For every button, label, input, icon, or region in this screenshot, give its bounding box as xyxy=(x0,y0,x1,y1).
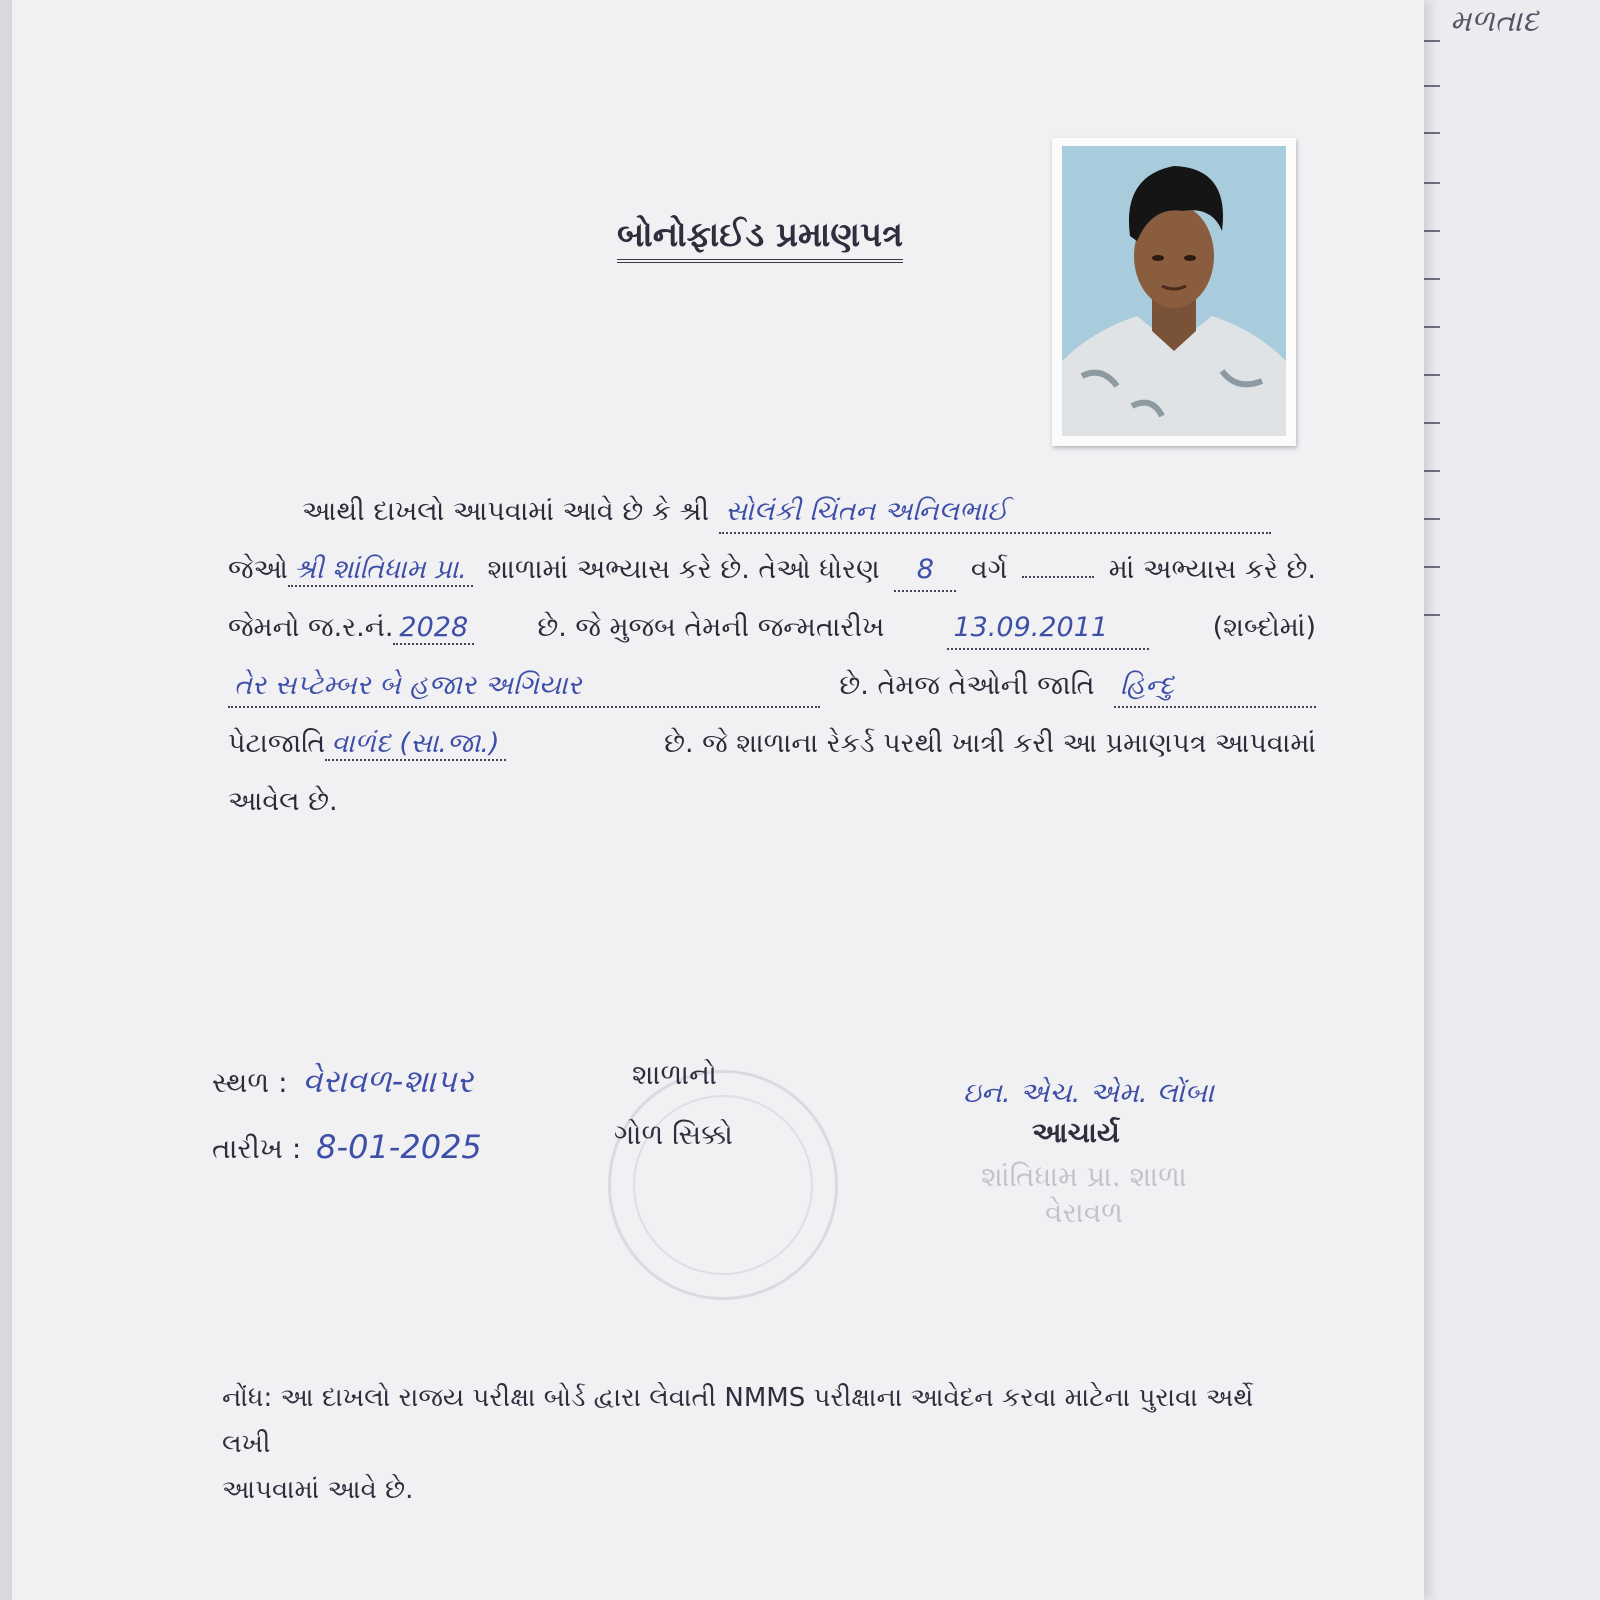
date-label: તારીખ : xyxy=(212,1132,302,1165)
line4-mid: છે. તેમજ તેઓની જાતિ xyxy=(839,670,1095,701)
student-photo xyxy=(1052,138,1296,446)
date-value: 8-01-2025 xyxy=(316,1128,482,1166)
line2-suffix: માં અભ્યાસ કરે છે. xyxy=(1108,554,1316,585)
standard-field: 8 xyxy=(894,550,956,592)
body-line-3 xyxy=(228,608,1316,650)
round-seal-impression xyxy=(608,1070,838,1300)
line5-suffix: છે. જે શાળાના રેકર્ડ પરથી ખાત્રી કરી આ પ્રમાણપત્ર આપવામાં xyxy=(664,728,1316,759)
line3-suffix: (શબ્દોમાં) xyxy=(1212,612,1316,643)
principal-signature: ઇન. એચ. એમ. લોંબા xyxy=(963,1076,1215,1109)
body-line-6 xyxy=(228,782,1316,822)
line3-mid: છે. જે મુજબ તેમની જન્મતારીખ xyxy=(537,612,885,643)
student-name-field: સોલંકી ચિંતન અનિલભાઈ xyxy=(719,492,1271,534)
school-stamp-line-2: વેરાવળ xyxy=(1044,1196,1124,1229)
school-name-field: શ્રી શાંતિધામ પ્રા. xyxy=(288,554,473,587)
caste-field: હિન્દુ xyxy=(1114,666,1316,708)
line2-prefix: જેઓ xyxy=(228,554,288,585)
body-line-5 xyxy=(228,724,1316,764)
line5-prefix: પેટાજાતિ xyxy=(228,728,326,759)
gr-number-field: 2028 xyxy=(393,612,474,645)
line1-prefix: આથી દાખલો આપવામાં આવે છે કે શ્રી xyxy=(302,496,710,527)
certificate-page xyxy=(12,0,1424,1600)
line6-text: આવેલ છે. xyxy=(228,786,338,817)
footnote xyxy=(222,1375,1262,1513)
line2-mid: શાળામાં અભ્યાસ કરે છે. તેઓ ધોરણ xyxy=(487,554,880,585)
line3-prefix: જેમનો જ.ર.નં. xyxy=(228,612,394,643)
underlying-page-note: મળતાદ xyxy=(1450,4,1539,39)
principal-label: આચાર્ય xyxy=(1032,1116,1120,1149)
class-field xyxy=(1022,576,1094,578)
student-photo-icon xyxy=(1062,146,1286,436)
birth-date-field: 13.09.2011 xyxy=(947,608,1149,650)
footnote-line-2: આપવામાં આવે છે. xyxy=(222,1475,414,1505)
school-stamp-line-1: શાંતિધામ પ્રા. શાળા xyxy=(981,1160,1187,1193)
footnote-line-1: નોંધ: આ દાખલો રાજય પરીક્ષા બોર્ડ દ્વારા લેવાતી NMMS પરીક્ષાના આવેદન કરવા માટેના પુરાવા અર્થે લખી xyxy=(222,1383,1254,1459)
body-line-1 xyxy=(302,492,1316,534)
seal-label-2: ગોળ સિક્કો xyxy=(614,1118,733,1151)
birth-date-words-field: તેર સપ્ટેમ્બર બે હજાર અગિયાર xyxy=(228,666,820,708)
body-line-2 xyxy=(228,550,1316,592)
line2-class-label: વર્ગ xyxy=(970,554,1008,585)
body-line-4 xyxy=(228,666,1316,708)
certificate-title: બોનોફાઈડ પ્રમાણપત્ર xyxy=(617,215,903,263)
place-row xyxy=(212,1062,473,1101)
place-label: સ્થળ : xyxy=(212,1066,288,1099)
date-row xyxy=(212,1128,482,1166)
place-value: વેરાવળ-શાપર xyxy=(302,1062,474,1100)
sub-caste-field: વાળંદ (સા.જા.) xyxy=(325,728,505,761)
seal-label-1: શાળાનો xyxy=(632,1058,718,1091)
